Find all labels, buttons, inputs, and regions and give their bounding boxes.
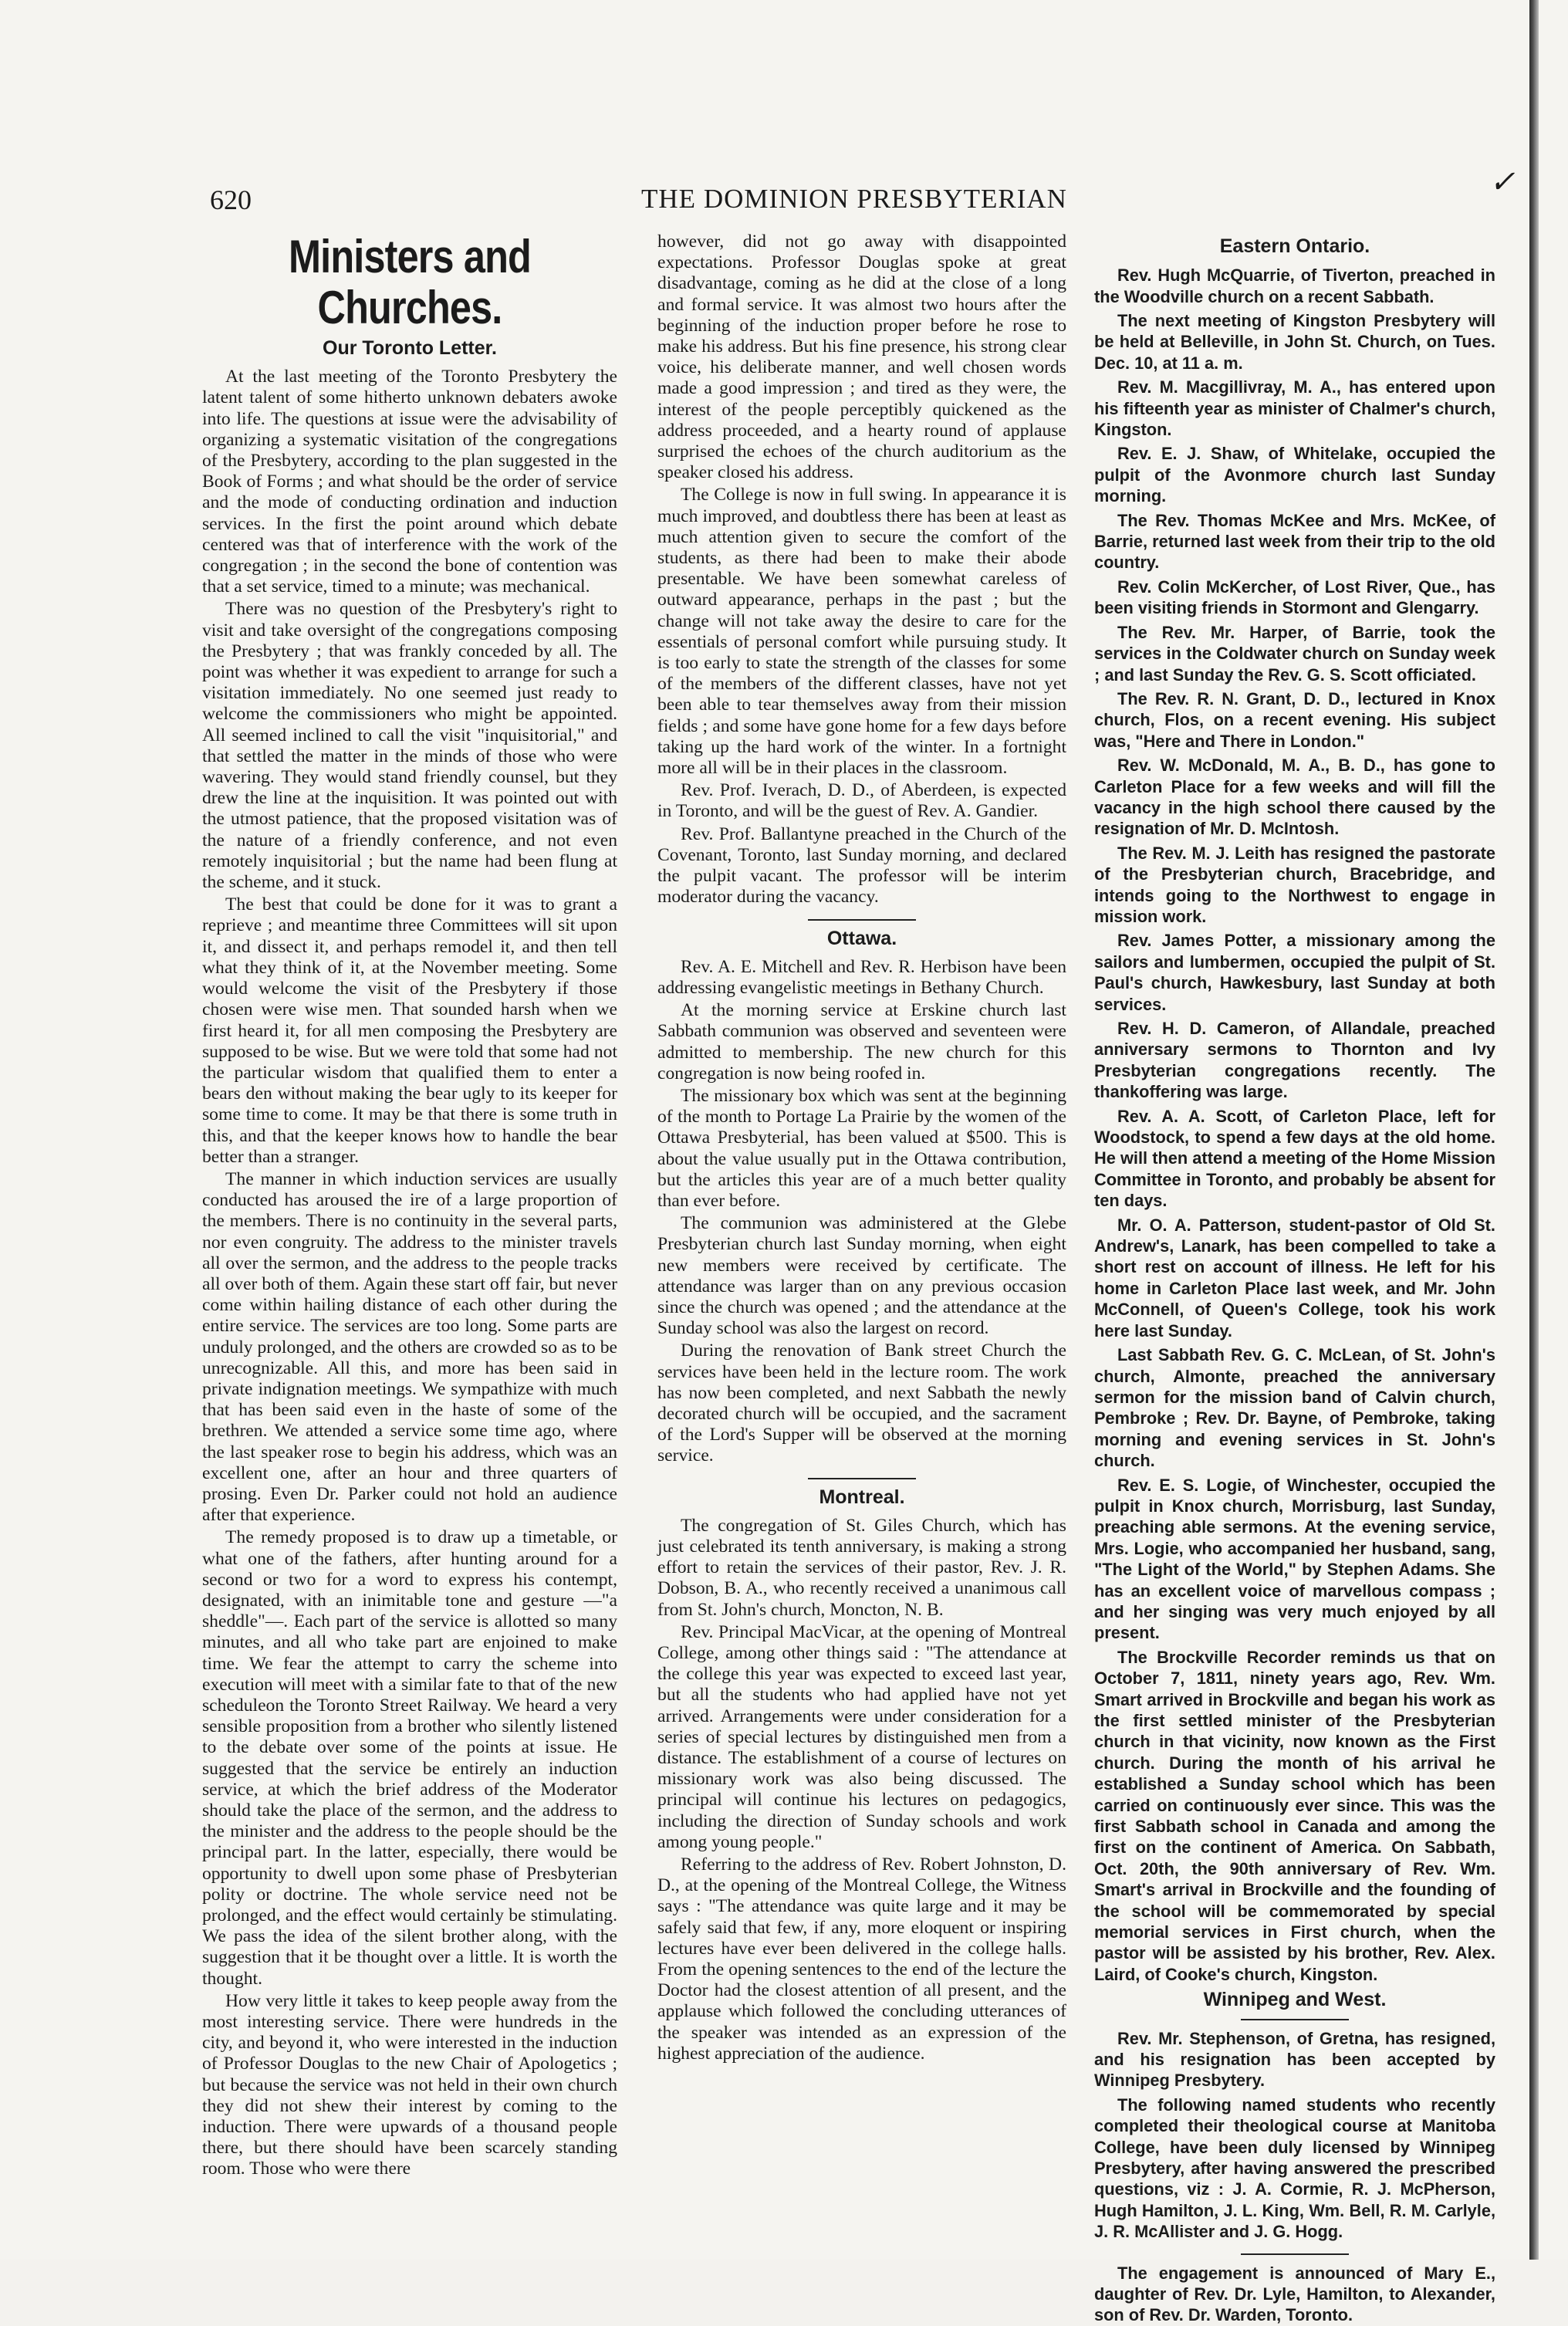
news-item: Rev. Colin McKercher, of Lost River, Que., has been visiting friends in Stormont and Glengarry. [1094, 576, 1495, 618]
article-paragraph: The remedy proposed is to draw up a timetable, or what one of the fathers, after hunting around for a second or two for a word to express his contempt, designated, with an inimitable tone and gesture —"a sheddle"—. Each part of the service is allotted so many minutes, and all who take part are enjoined to make time. We fear the attempt to carry the scheme into execution will meet with a similar fate to that of the new scheduleon the Toronto Street Railway. We heard a very sensible proposition from a brother who silently listened to the debate over some of the points at issue. He suggested that the service be entirely an induction service, at which the brief address of the Moderator should take the place of the sermon, and the address to the minister and the address to the people should be the principal part. In the latter, especially, there would be opportunity to dwell upon some phase of Presbyterian polity or doctrine. The whole service need not be prolonged, and the effect would certainly be stimulating. We pass the idea of the silent brother along, with the suggestion that it be thought over a little. It is worth the thought. [202, 1527, 617, 1989]
page-number: 620 [210, 184, 252, 215]
news-item: Last Sabbath Rev. G. C. McLean, of St. John's church, Almonte, preached the anniversary sermon for the mission band of Calvin church, Pembroke ; Rev. Dr. Bayne, of Pembroke, taking morning and evening services in St. John's church. [1094, 1345, 1495, 1471]
section-divider [1241, 2253, 1349, 2255]
news-item: The Rev. R. N. Grant, D. D., lectured in Knox church, Flos, on a recent evening. His subject was, "Here and There in London." [1094, 688, 1495, 751]
article-paragraph: however, did not go away with disappointed expectations. Professor Douglas spoke at great disadvantage, coming as he did at the close of a long and formal service. It was almost two hours after the beginning of the induction proper before he rose to make his address. But his fine presence, his strong clear voice, his deliberate manner, and well chosen words made a good impression ; and tired as they were, the interest of the people perceptibly quickened as the address proceeded, and a hearty round of applause surprised the echoes of the church auditorium as the speaker closed his address. [657, 232, 1066, 483]
news-item: Rev. Mr. Stephenson, of Gretna, has resigned, and his resignation has been accepted by Winnipeg Presbytery. [1094, 2028, 1495, 2091]
montreal-heading: Montreal. [819, 1486, 905, 1508]
section-divider [808, 1478, 916, 1479]
article-paragraph: The College is now in full swing. In appearance it is much improved, and doubtless there has been at least as much attention given to secure the comfort of the students, as there had been to make their abode presentable. We have been somewhat careless of outward appearance, perhaps in the past ; but the change will not take away the desire to care for the essentials of personal comfort while pursuing study. It is too early to state the strength of the classes for some of the members of the different classes, have not yet been able to tear themselves away from their mission fields ; and some have gone home for a few days before taking up the hard work of the winter. In a fortnight more all will be in their places in the classroom. [657, 485, 1066, 779]
article-paragraph: The communion was administered at the Glebe Presbyterian church last Sunday morning, when eight new members were received by certificate. The attendance was larger than on any previous occasion since the church was opened ; and the attendance at the Sunday school was also the largest on record. [657, 1213, 1066, 1339]
column-2 [657, 232, 1066, 2159]
article-paragraph: There was no question of the Presbytery's right to visit and take oversight of the congregations composing the Presbytery ; that was frankly conceded by all. The point was whether it was expedient to arrange for such a visitation immediately. No one seemed just ready to welcome the commissioners who might be appointed. All seemed inclined to call the visit "inquisitorial," and that settled the matter in the minds of those who were wavering. They would stand friendly counsel, but they drew the line at the inquisition. It was pointed out with the utmost patience, that the proposed visitation was of the nature of a friendly conference, and not even remotely inquisitorial ; but the name had been flung at the scheme, and it stuck. [202, 599, 617, 893]
section-divider [1241, 2019, 1349, 2020]
news-item: Rev. E. S. Logie, of Winchester, occupied the pulpit in Knox church, Morrisburg, last Sunday, preaching able sermons. At the evening service, Mrs. Logie, who accompanied her husband, sang, "The Light of the World," by Stephen Adams. She has an excellent voice of marvellous compass ; and her singing was very much enjoyed by all present. [1094, 1475, 1495, 1643]
news-item: Rev. Hugh McQuarrie, of Tiverton, preached in the Woodville church on a recent Sabbath. [1094, 265, 1495, 306]
article-paragraph: During the renovation of Bank street Church the services have been held in the lecture room. The work has now been completed, and next Sabbath the newly decorated church will be occupied, and the sacrament of the Lord's Supper will be observed at the morning service. [657, 1340, 1066, 1466]
column-1 [202, 231, 617, 2179]
corner-check-mark: ✓ [1489, 164, 1516, 199]
section-divider [808, 919, 916, 921]
article-paragraph: Rev. Principal MacVicar, at the opening of Montreal College, among other things said : "The attendance at the college this year was expected to exceed last year, but all the students who had applied have not yet arrived. Arrangements were under consideration for a series of special lectures by distinguished men from a distance. The establishment of a course of lectures on missionary work was also being discussed. The principal will continue his lectures on pedagogics, including the direction of Sunday schools and work among young people." [657, 1621, 1066, 1852]
news-item: Rev. A. A. Scott, of Carleton Place, left for Woodstock, to spend a few days at the old home. He will then attend a meeting of the Home Mission Committee in Toronto, and probably be absent for ten days. [1094, 1106, 1495, 1211]
news-item: Rev. E. J. Shaw, of Whitelake, occupied the pulpit of the Avonmore church last Sunday morning. [1094, 444, 1495, 506]
article-paragraph: Rev. A. E. Mitchell and Rev. R. Herbison have been addressing evangelistic meetings in Bethany Church. [657, 956, 1066, 998]
article-paragraph: The congregation of St. Giles Church, which has just celebrated its tenth anniversary, is making a strong effort to retain the services of their pastor, Rev. J. R. Dobson, B. A., who recently received a unanimous call from St. John's church, Moncton, N. B. [657, 1515, 1066, 1620]
news-item: The Brockville Recorder reminds us that on October 7, 1811, ninety years ago, Rev. Wm. Smart arrived in Brockville and began his work as the first settled minister of the Presbyterian church in that vicinity, now known as the First church. During the month of his arrival he established a Sunday school which has been carried on continuously ever since. This was the first Sabbath school in Canada and among the first on the continent of America. On Sabbath, Oct. 20th, the 90th anniversary of Rev. Wm. Smart's arrival in Brockville and the founding of the school will be commemorated by special memorial services in First church, when the pastor will be assisted by his brother, Rev. Alex. Laird, of Cooke's church, Kingston. [1094, 1647, 1495, 1984]
news-item: Mr. O. A. Patterson, student-pastor of Old St. Andrew's, Lanark, has been compelled to take a short rest on account of illness. He left for his home in Carleton Place last week, and Mr. John McConnell, of Queen's College, took his work here last Sunday. [1094, 1215, 1495, 1340]
toronto-letter-heading: Our Toronto Letter. [323, 337, 497, 359]
ottawa-heading: Ottawa. [826, 927, 897, 949]
news-item: The Rev. Mr. Harper, of Barrie, took the services in the Coldwater church on Sunday week ; and last Sunday the Rev. G. S. Scott officiated. [1094, 622, 1495, 685]
page-edge-border [1529, 0, 1539, 2260]
article-paragraph: At the last meeting of the Toronto Presbytery the latent talent of some hitherto unknown debaters awoke into life. The questions at issue were the advisability of organizing a systematic visitation of the congregations of the Presbytery, according to the plan suggested in the Book of Forms ; and what should be the order of service and the mode of conducting ordination and induction services. In the first the point around which debate centered was that of interference with the work of the congregation ; in the second the bone of contention was that a set service, timed to a minute; was mechanical. [202, 367, 617, 597]
journal-title: THE DOMINION PRESBYTERIAN [641, 184, 1067, 214]
article-paragraph: How very little it takes to keep people away from the most interesting service. There were hundreds in the city, and beyond it, who were interested in the induction of Professor Douglas to the new Chair of Apologetics ; but because the service was not held in their own church they did not shew their interest by coming to the induction. There were upwards of a thousand people there, but there should have been scarcely standing room. Those who were there [202, 1990, 617, 2179]
news-item: The Rev. M. J. Leith has resigned the pastorate of the Presbyterian church, Bracebridge, and intends going to the Northwest to engage in mission work. [1094, 843, 1495, 926]
news-item: Rev. James Potter, a missionary among the sailors and lumbermen, occupied the pulpit of St. Paul's church, Hawkesbury, last Sunday at both services. [1094, 931, 1495, 1014]
article-paragraph: At the morning service at Erskine church last Sabbath communion was observed and seventeen were admitted to membership. The new church for this congregation is now being roofed in. [657, 1000, 1066, 1084]
article-paragraph: Rev. Prof. Ballantyne preached in the Church of the Covenant, Toronto, last Sunday morning, and declared the pulpit vacant. The professor will be interim moderator during the vacancy. [657, 823, 1066, 908]
news-item: Rev. H. D. Cameron, of Allandale, preached anniversary sermons to Thornton and Ivy Presbyterian congregations recently. The thankoffering was large. [1094, 1019, 1495, 1102]
article-paragraph: Referring to the address of Rev. Robert Johnston, D. D., at the opening of the Montreal College, the Witness says : "The attendance was quite large and it may be safely said that few, if any, more eloquent or inspiring lectures have ever been delivered in the college halls. From the opening sentences to the end of the lecture the Doctor had the closest attention of all present, and the applause which followed the concluding utterances of the speaker was intended as an expression of the highest appreciation of the audience. [657, 1854, 1066, 2064]
eastern-ontario-heading: Eastern Ontario. [1219, 235, 1370, 257]
news-item: The following named students who recently completed their theological course at Manitoba College, have been duly licensed by Winnipeg Presbytery, after having answered the prescribed questions, viz : J. A. Cormie, R. J. McPherson, Hugh Hamilton, J. L. King, Wm. Bell, R. M. Carlyle, J. R. McAllister and J. G. Hogg. [1094, 2094, 1495, 2242]
article-paragraph: The missionary box which was sent at the beginning of the month to Portage La Prairie by the women of the Ottawa Presbyterial, has been valued at $500. This is about the value usually put in the Ottawa contribution, but the articles this year are of a much better quality than ever before. [657, 1085, 1066, 1211]
page-header [210, 184, 1499, 221]
news-item: The next meeting of Kingston Presbytery will be held at Belleville, in John St. Church, on Tues. Dec. 10, at 11 a. m. [1094, 311, 1495, 373]
news-item: The engagement is announced of Mary E., daughter of Rev. Dr. Lyle, Hamilton, to Alexander, son of Rev. Dr. Warden, Toronto. [1094, 2263, 1495, 2325]
article-paragraph: Rev. Prof. Iverach, D. D., of Aberdeen, is expected in Toronto, and will be the guest of Rev. A. Gandier. [657, 780, 1066, 822]
column-3 [1094, 232, 1495, 2325]
section-title: Ministers and Churches. [289, 231, 531, 333]
winnipeg-heading: Winnipeg and West. [1203, 1989, 1387, 2011]
news-item: Rev. M. Macgillivray, M. A., has entered upon his fifteenth year as minister of Chalmer's church, Kingston. [1094, 377, 1495, 440]
article-paragraph: The manner in which induction services are usually conducted has aroused the ire of a large proportion of the members. There is no continuity in the several parts, nor even congruity. The address to the minister travels all over the sermon, and the address to the people tracks all over both of them. Again these start off fair, but never come within hailing distance of each other during the entire service. The services are too long. Some parts are unduly prolonged, and the others are crowded so as to be unrecognizable. All this, and more has been said in private indignation meetings. We sympathize with much that has been said even in the haste of some of the brethren. We attended a service some time ago, where the last speaker rose to begin his address, which was an excellent one, after an hour and three quarters of prosing. Even Dr. Parker could not hold an audience after that experience. [202, 1168, 617, 1526]
article-paragraph: The best that could be done for it was to grant a reprieve ; and meantime three Committees will sit upon it, and dissect it, and perhaps remodel it, and then tell what they think of it, at the November meeting. Some would welcome the visit of the Presbytery if those chosen were wise men. That sounded harsh when we first heard it, for all men composing the Presbytery are supposed to be wise. But we were told that some had not the particular wisdom that qualified them to enter a bears den without making the bear ugly to its keeper for some time to come. It may be that there is some truth in this, and that the keeper knows how to handle the bear better than a stranger. [202, 894, 617, 1167]
news-item: Rev. W. McDonald, M. A., B. D., has gone to Carleton Place for a few weeks and will fill the vacancy in the high school there caused by the resignation of Mr. D. McIntosh. [1094, 756, 1495, 839]
news-item: The Rev. Thomas McKee and Mrs. McKee, of Barrie, returned last week from their trip to the old country. [1094, 510, 1495, 573]
